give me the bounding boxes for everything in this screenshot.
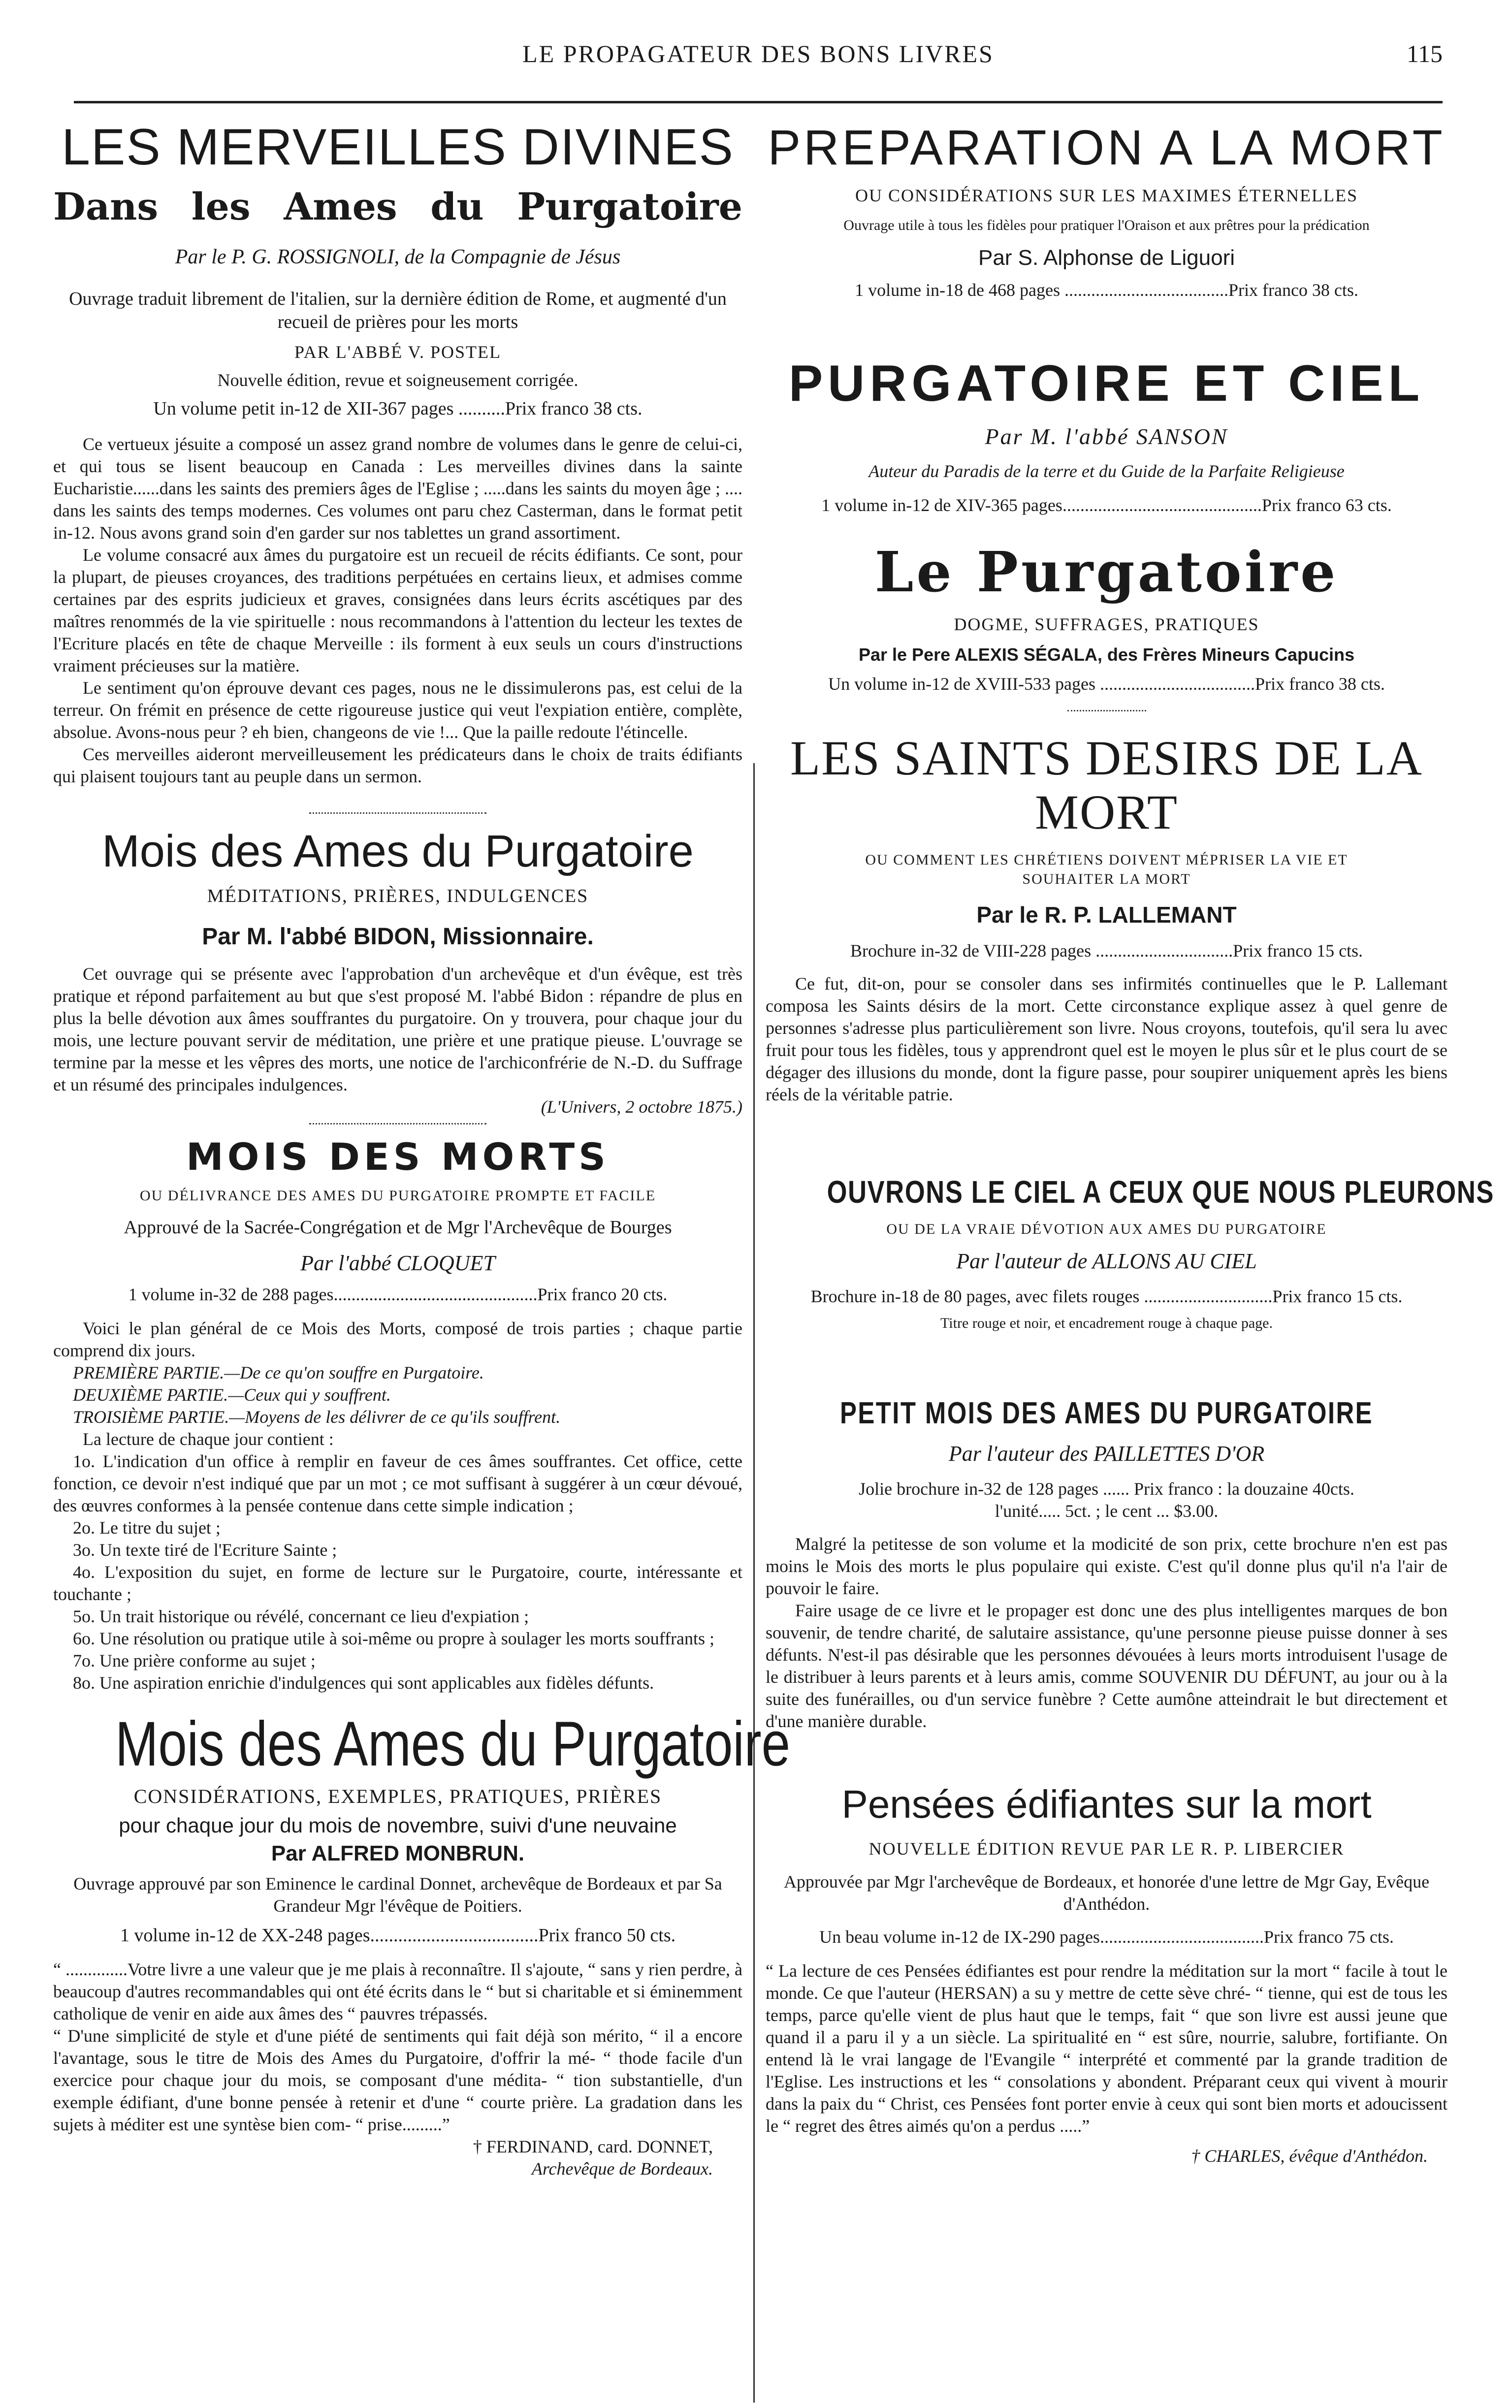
ad-para: Faire usage de ce livre et le propager est donc une des plus intelligentes marques de bon souvenir, de tendre charité, de salutaire assistance, qu'une personne pieuse puisse donner à ses défunts. N'est-il pas désirable que les personnes dévouées à leurs morts introduisent l'usage de le distribuer à leurs parents et à leurs amis, comme SOUVENIR DU DÉFUNT, au jour ou à la suite des funérailles, ou d'un service funèbre ? Cette aumône atteindrait le but directement et d'une manière durable. bbox=[766, 1600, 1448, 1731]
ad-approval: Ouvrage approuvé par son Eminence le cardinal Donnet, archevêque de Bordeaux et par Sa Grandeur Mgr l'évêque de Poitiers. bbox=[73, 1874, 722, 1916]
ad-pensees bbox=[766, 1782, 1448, 2167]
ad-desirs bbox=[766, 731, 1448, 1106]
separator bbox=[309, 812, 486, 814]
ad-signature: † FERDINAND, card. DONNET, bbox=[473, 2136, 713, 2156]
separator bbox=[309, 1123, 486, 1124]
ad-para: Le volume consacré aux âmes du purgatoire est un recueil de récits édifiants. Ce sont, pour la plupart, de pieuses croyances, des traditions perpétuées en certains lieux, et admises comme certaines par des esprits judicieux et graves, consignées dans leurs écrits ascétiques par des maîtres renommés de la vie spirituelle : nous recommandons à l'attention du lecteur les textes de l'Ecriture placés en tête de chaque Merveille : ils forment à eux seuls un cours d'instructions vraiment précieuses sur la matière. bbox=[53, 545, 742, 676]
ad-price: l'unité..... 5ct. ; le cent ... $3.00. bbox=[995, 1501, 1219, 1521]
ad-author: Par l'auteur de ALLONS AU CIEL bbox=[956, 1249, 1257, 1273]
ad-volume: Brochure in-32 de VIII-228 pages ...............................Prix franco 15 cts. bbox=[850, 941, 1363, 961]
ad-author: Par M. l'abbé SANSON bbox=[985, 424, 1228, 449]
ad-title: PURGATOIRE ET CIEL bbox=[788, 355, 1425, 412]
ad-title: Mois des Ames du Purgatoire bbox=[102, 826, 694, 877]
ad-preparation bbox=[766, 121, 1448, 301]
ad-item: 2o. Le titre du sujet ; bbox=[73, 1517, 221, 1538]
ad-volume: Un beau volume in-12 de IX-290 pages.....................................Prix franco 75 cts. bbox=[819, 1926, 1394, 1947]
ad-quote: “ La lecture de ces Pensées édifiantes est pour rendre la méditation sur la mort “ facile à tout le monde. Ce que l'auteur (HERSAN) a su y mettre de cette sève chré- “ tienne, qui est de tous les temps, parce qu'elle vient de plus haut que le temps, fait “ que son livre est aussi jeune que quand il a paru il y a un siècle. La spiritualité en “ est sûre, nourrie, salubre, fortifiante. On entend là le vrai langage de l'Evangile “ interprété et commenté par la grande tradition de l'Eglise. Les instructions et les “ consolations y abondent. Préparant ceux qui vivent à mourir dans la paix du “ Christ, ces Pensées font porter envie à ceux qui sont bien morts et adoucissent le “ regret des êtres aimés qu'on a perdus .....” bbox=[766, 1960, 1448, 2136]
ad-ciel bbox=[766, 355, 1448, 516]
ad-author: Par l'auteur des PAILLETTES D'OR bbox=[948, 1441, 1265, 1466]
ad-volume: 1 volume in-32 de 288 pages..............................................Prix franco 20 cts. bbox=[128, 1284, 668, 1304]
ad-items bbox=[53, 1450, 742, 1694]
ad-item: 3o. Un texte tiré de l'Ecriture Sainte ; bbox=[73, 1540, 337, 1560]
ad-lecture-intro: La lecture de chaque jour contient : bbox=[83, 1429, 334, 1449]
ad-para: Cet ouvrage qui se présente avec l'approbation d'un archevêque et d'un évêque, est très pratique et répond parfaitement au but que s'est proposé M. l'abbé Bidon : répandre de plus en plus la belle dévotion aux âmes souffrantes du purgatoire. On y trouvera, pour chaque jour du mois, une lecture pouvant servir de méditation, une prière et une pratique pieuse. L'ouvrage se termine par la messe et les vêpres des morts, une notice de l'archiconfrérie de N.-D. du Suffrage et un résumé des principales indulgences. bbox=[53, 963, 742, 1094]
ad-title: LES SAINTS DESIRS DE LA MORT bbox=[790, 731, 1423, 840]
ad-author: Par l'abbé CLOQUET bbox=[300, 1251, 495, 1275]
ad-note: Auteur du Paradis de la terre et du Guide de la Parfaite Religieuse bbox=[869, 461, 1345, 482]
ad-note: Ouvrage utile à tous les fidèles pour pratiquer l'Oraison et aux prêtres pour la prédication bbox=[843, 217, 1370, 233]
ad-item: 6o. Une résolution ou pratique utile à soi-même ou propre à soulager les morts souffrants ; bbox=[73, 1628, 715, 1648]
ad-petit bbox=[766, 1397, 1448, 1733]
ad-author: Par S. Alphonse de Liguori bbox=[978, 246, 1235, 270]
running-header bbox=[74, 39, 1443, 74]
ad-title: LES MERVEILLES DIVINES bbox=[62, 119, 734, 176]
ad-morts bbox=[53, 1136, 742, 1694]
ad-translation: Ouvrage traduit librement de l'italien, sur la dernière édition de Rome, et augmenté d'un recueil de prières pour les morts bbox=[69, 288, 727, 333]
ad-source: (L'Univers, 2 octobre 1875.) bbox=[541, 1096, 742, 1117]
ad-signature-role: Archevêque de Bordeaux. bbox=[531, 2158, 713, 2179]
ad-quote: “ ..............Votre livre a une valeur que je me plais à reconnaître. Il s'ajoute, “ sans y rien perdre, à beaucoup d'autres recommandables qui ont été écrits dans le “ but si charitable et si éminemment catholique de venir en aide aux âmes des “ pauvres trépassés. bbox=[53, 1959, 742, 2023]
ad-volume: 1 volume in-12 de XIV-365 pages.............................................Prix franco 63 cts. bbox=[821, 495, 1392, 515]
ad-author: Par le P. G. ROSSIGNOLI, de la Compagnie de Jésus bbox=[175, 246, 621, 269]
ad-title: Mois des Ames du Purgatoire bbox=[115, 1708, 790, 1779]
ad-part: DEUXIÈME PARTIE.—Ceux qui y souffrent. bbox=[73, 1384, 391, 1405]
ad-translator: PAR L'ABBÉ V. POSTEL bbox=[294, 342, 501, 362]
ad-author: Par le R. P. LALLEMANT bbox=[976, 902, 1237, 928]
ad-title: Pensées édifiantes sur la mort bbox=[841, 1782, 1372, 1826]
ad-monbrun bbox=[53, 1708, 790, 2180]
ad-line: pour chaque jour du mois de novembre, suivi d'une neuvaine bbox=[119, 1814, 677, 1837]
ad-bidon bbox=[53, 826, 742, 1118]
ad-subtitle: OU CONSIDÉRATIONS SUR LES MAXIMES ÉTERNELLES bbox=[855, 186, 1358, 205]
ad-approval: Approuvée par Mgr l'archevêque de Bordeaux, et honorée d'une lettre de Mgr Gay, Evêque d'Anthédon. bbox=[783, 1871, 1430, 1914]
ad-para: Ces merveilles aideront merveilleusement les prédicateurs dans le choix de traits édifiants qui plaisent toujours tant au peuple dans un sermon. bbox=[53, 744, 742, 787]
ad-item: 1o. L'indication d'un office à remplir en faveur de ces âmes souffrantes. Cet office, cette fonction, ce devoir n'est indiqué que par un mot ; ce mot suffisant à suggérer à un cœur dévoué, des œuvres conformes à la pensée contenue dans cette simple indication ; bbox=[53, 1451, 742, 1515]
ad-title: PETIT MOIS DES AMES DU PURGATOIRE bbox=[839, 1396, 1374, 1430]
ad-para: Malgré la petitesse de son volume et la modicité de son prix, cette brochure n'en est pas moins le Mois des morts le plus populaire qui existe. C'est qu'il donne plus qu'il n'a l'air de pouvoir le faire. bbox=[766, 1534, 1448, 1598]
ad-item: 8o. Une aspiration enrichie d'indulgences qui sont applicables aux fidèles défunts. bbox=[73, 1672, 654, 1693]
ad-author: Par M. l'abbé BIDON, Missionnaire. bbox=[202, 923, 594, 950]
ad-merveilles bbox=[53, 121, 742, 788]
ad-para: Le sentiment qu'on éprouve devant ces pages, nous ne le dissimulerons pas, est celui de la terreur. On frémit en présence de cette rigoureuse justice qui veut l'expiation entière, complète, absolue. Avons-nous peur ? eh bien, changeons de vie !... Que la paille redoute l'étincelle. bbox=[53, 678, 742, 742]
ad-title: OUVRONS LE CIEL A CEUX QUE NOUS PLEURONS bbox=[827, 1174, 1495, 1210]
ad-volume: 1 volume in-18 de 468 pages .....................................Prix franco 38 cts. bbox=[855, 280, 1358, 300]
ad-subtitle: CONSIDÉRATIONS, EXEMPLES, PRATIQUES, PRIÈRES bbox=[133, 1785, 662, 1808]
separator bbox=[1067, 710, 1146, 711]
ad-subtitle: OU COMMENT LES CHRÉTIENS DOIVENT MÉPRISER LA VIE ET SOUHAITER LA MORT bbox=[865, 852, 1348, 888]
ad-signature: † CHARLES, évêque d'Anthédon. bbox=[1191, 2146, 1428, 2166]
ad-part: PREMIÈRE PARTIE.—De ce qu'on souffre en Purgatoire. bbox=[73, 1362, 484, 1382]
ad-subtitle: DOGME, SUFFRAGES, PRATIQUES bbox=[954, 614, 1259, 635]
page-number: 115 bbox=[1406, 40, 1443, 67]
ad-approval: Approuvé de la Sacrée-Congrégation et de Mgr l'Archevêque de Bourges bbox=[124, 1217, 672, 1238]
ad-subtitle: OU DE LA VRAIE DÉVOTION AUX AMES DU PURGATOIRE bbox=[886, 1220, 1327, 1237]
ad-purgatoire bbox=[766, 541, 1448, 695]
ad-author: Par ALFRED MONBRUN. bbox=[271, 1841, 525, 1866]
ad-volume: Brochure in-18 de 80 pages, avec filets rouges .............................Prix franco 15 cts. bbox=[810, 1286, 1403, 1306]
ad-author: Par le Pere ALEXIS SÉGALA, des Frères Mineurs Capucins bbox=[858, 644, 1354, 665]
ad-volume: Un volume in-12 de XVIII-533 pages ...................................Prix franco 38 cts. bbox=[828, 674, 1385, 694]
ad-item: 4o. L'exposition du sujet, en forme de lecture sur le Purgatoire, courte, intéressante et touchante ; bbox=[53, 1562, 742, 1604]
ad-quote: “ D'une simplicité de style et d'une piété de sentiments qui fait déjà son mérito, “ il a encore l'avantage, sous le titre de Mois des Ames du Purgatoire, d'offrir la mé- “ thode facile d'un exercice pour chaque jour du mois, se composant d'une médita- “ tion substantielle, d'un exemple édifiant, d'une bonne pensée à retenir et d'une “ courte prière. La gradation dans les sujets à méditer est une syntèse bien com- “ prise.........” bbox=[53, 2025, 742, 2134]
ad-para: Ce vertueux jésuite a composé un assez grand nombre de volumes dans le genre de celui-ci, et qui tous se lisent beaucoup en Canada : Les merveilles divines dans la sainte Eucharistie......dans les saints des premiers âges de l'Eglise ; .....dans les saints du moyen âge ; .... dans les saints des temps modernes. Ces volumes ont paru chez Casterman, dans le format petit in-12. Nous avons grand soin d'en garder sur nos tablettes un grand assortiment. bbox=[53, 434, 742, 543]
right-column bbox=[766, 120, 1495, 2167]
ad-price: Jolie brochure in-32 de 128 pages ...... Prix franco : la douzaine 40cts. bbox=[859, 1478, 1354, 1499]
ad-title: PREPARATION A LA MORT bbox=[768, 120, 1446, 175]
ad-item: 7o. Une prière conforme au sujet ; bbox=[73, 1650, 316, 1670]
ad-edition: Nouvelle édition, revue et soigneusement corrigée. bbox=[217, 370, 579, 390]
ad-volume: Un volume petit in-12 de XII-367 pages ..........Prix franco 38 cts. bbox=[153, 398, 643, 419]
ad-parts bbox=[53, 1362, 742, 1428]
running-title: LE PROPAGATEUR DES BONS LIVRES bbox=[522, 40, 994, 67]
left-column bbox=[53, 119, 790, 2180]
ad-volume: 1 volume in-12 de XX-248 pages....................................Prix franco 50 cts. bbox=[120, 1925, 676, 1946]
ad-title: Le Purgatoire bbox=[874, 540, 1339, 605]
ad-title: MOIS DES MORTS bbox=[186, 1134, 610, 1179]
ad-ouvrons bbox=[766, 1174, 1495, 1332]
ad-intro: Voici le plan général de ce Mois des Morts, composé de trois parties ; chaque partie comprend dix jours. bbox=[53, 1318, 742, 1360]
ad-item: 5o. Un trait historique ou révélé, concernant ce lieu d'expiation ; bbox=[73, 1606, 529, 1626]
ad-subtitle: MÉDITATIONS, PRIÈRES, INDULGENCES bbox=[207, 886, 589, 907]
ad-subtitle: OU DÉLIVRANCE DES AMES DU PURGATOIRE PROMPTE ET FACILE bbox=[139, 1188, 656, 1204]
column-divider bbox=[753, 763, 755, 2403]
header-rule bbox=[74, 101, 1443, 103]
ad-part: TROISIÈME PARTIE.—Moyens de les délivrer de ce qu'ils souffrent. bbox=[73, 1407, 561, 1427]
ad-subtitle: NOUVELLE ÉDITION REVUE PAR LE R. P. LIBERCIER bbox=[869, 1838, 1345, 1859]
ad-para: Ce fut, dit-on, pour se consoler dans ses infirmités continuelles que le P. Lallemant composa les Saints désirs de la mort. Cette circonstance explique assez à quel genre de personnes s'adresse plus particulièrement son livre. Nous croyons, toutefois, qu'il sera lu avec fruit pour tous les fidèles, tous y apprendront quel est le moyen le plus sûr et le plus court de se dégager des illusions du monde, dont la figure passe, pour soupirer uniquement après les biens réels de la véritable patrie. bbox=[766, 974, 1448, 1105]
ad-subtitle: Dans les Ames du Purgatoire bbox=[53, 185, 742, 229]
ad-note: Titre rouge et noir, et encadrement rouge à chaque page. bbox=[940, 1315, 1273, 1331]
